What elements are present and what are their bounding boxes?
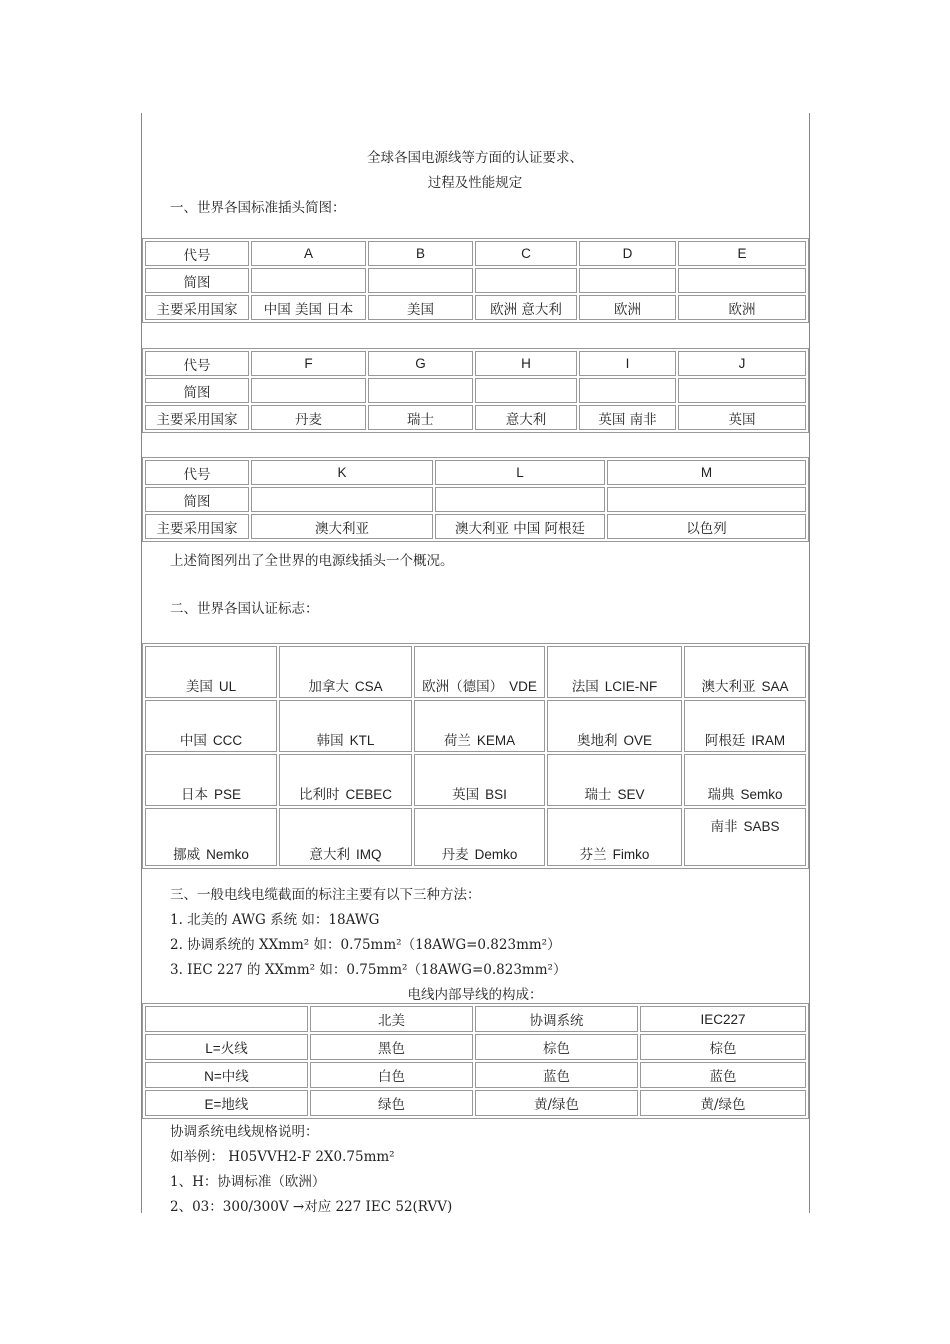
cert-table bbox=[142, 643, 809, 869]
cert-country: 南非 bbox=[710, 819, 738, 835]
row-label-code: 代号 bbox=[145, 241, 249, 266]
plug-code: I bbox=[579, 351, 676, 376]
table-row bbox=[145, 754, 806, 806]
cert-mark: SABS bbox=[743, 819, 780, 834]
cert-mark: VDE bbox=[509, 679, 537, 694]
plug-country: 英国 bbox=[678, 405, 806, 430]
cert-cell bbox=[279, 808, 412, 866]
cert-country: 意大利 bbox=[309, 847, 350, 863]
table-row bbox=[145, 460, 806, 485]
cert-country: 荷兰 bbox=[443, 733, 471, 749]
row-label-country: 主要采用国家 bbox=[145, 405, 249, 430]
wire-header-cell bbox=[145, 1006, 308, 1032]
plug-country: 澳大利亚 bbox=[251, 514, 433, 539]
wire-color-cell: 棕色 bbox=[475, 1034, 638, 1060]
cert-cell bbox=[684, 754, 806, 806]
doc-title-line2: 过程及性能规定 bbox=[427, 175, 523, 191]
cert-mark: Fimko bbox=[612, 847, 650, 862]
cert-cell bbox=[547, 808, 682, 866]
plug-country: 澳大利亚 中国 阿根廷 bbox=[435, 514, 605, 539]
wire-color-cell: 白色 bbox=[310, 1062, 473, 1088]
plug-code: D bbox=[579, 241, 676, 266]
table-row bbox=[145, 808, 806, 866]
table-row bbox=[145, 405, 806, 430]
table-row bbox=[145, 514, 806, 539]
cert-cell bbox=[414, 646, 545, 698]
cert-country: 阿根廷 bbox=[704, 733, 746, 749]
cert-country: 瑞典 bbox=[707, 787, 735, 803]
cert-mark: IRAM bbox=[751, 733, 786, 748]
plug-diagram-cell bbox=[368, 378, 473, 403]
cert-country: 欧洲（德国） bbox=[422, 679, 504, 695]
cert-mark: SEV bbox=[617, 787, 645, 802]
spec-example: 如举例： H05VVH2-F 2X0.75mm² bbox=[170, 1149, 395, 1165]
cert-mark: LCIE-NF bbox=[604, 679, 658, 694]
cert-mark: IMQ bbox=[356, 847, 382, 862]
plug-diagram-cell bbox=[368, 268, 473, 293]
cert-mark: UL bbox=[218, 679, 237, 694]
plug-diagram-cell bbox=[607, 487, 806, 512]
cert-cell bbox=[547, 700, 682, 752]
plug-diagram-cell bbox=[475, 268, 577, 293]
section3-heading: 三、一般电线电缆截面的标注主要有以下三种方法： bbox=[170, 887, 481, 903]
row-label-diagram: 简图 bbox=[145, 268, 249, 293]
plug-diagram-cell bbox=[678, 378, 806, 403]
section2-heading: 二、世界各国认证标志： bbox=[170, 601, 319, 617]
table-row bbox=[145, 1090, 806, 1116]
cert-mark: PSE bbox=[213, 787, 241, 802]
plug-country: 以色列 bbox=[607, 514, 806, 539]
plug-summary: 上述简图列出了全世界的电源线插头一个概况。 bbox=[170, 553, 454, 569]
cert-cell bbox=[145, 700, 277, 752]
plug-code: K bbox=[251, 460, 433, 485]
wire-header-cell: 北美 bbox=[310, 1006, 473, 1032]
wire-header-cell: 协调系统 bbox=[475, 1006, 638, 1032]
table-row bbox=[145, 295, 806, 320]
cert-country: 澳大利亚 bbox=[701, 679, 756, 695]
spec-heading: 协调系统电线规格说明： bbox=[170, 1124, 319, 1140]
plug-country: 欧洲 意大利 bbox=[475, 295, 577, 320]
cert-country: 比利时 bbox=[298, 787, 340, 803]
wire-label-cell: L=火线 bbox=[145, 1034, 308, 1060]
cert-cell bbox=[279, 700, 412, 752]
cert-country: 加拿大 bbox=[308, 679, 349, 695]
row-label-country: 主要采用国家 bbox=[145, 514, 249, 539]
plug-country: 美国 bbox=[368, 295, 473, 320]
cert-country: 法国 bbox=[571, 679, 599, 695]
table-row bbox=[145, 1062, 806, 1088]
plug-code: M bbox=[607, 460, 806, 485]
plug-table-2 bbox=[142, 348, 809, 433]
cert-mark: CEBEC bbox=[345, 787, 392, 802]
wire-color-cell: 蓝色 bbox=[640, 1062, 806, 1088]
cert-mark: KTL bbox=[349, 733, 375, 748]
cert-country: 丹麦 bbox=[441, 847, 469, 863]
cert-country: 瑞士 bbox=[584, 787, 612, 803]
cert-country: 日本 bbox=[180, 787, 208, 803]
page-right-border bbox=[809, 113, 810, 1213]
wire-header-cell: IEC227 bbox=[640, 1006, 806, 1032]
table-row bbox=[145, 646, 806, 698]
plug-code: E bbox=[678, 241, 806, 266]
spec-item-2: 2、03：300/300V →对应 227 IEC 52(RVV) bbox=[170, 1199, 453, 1215]
table-row bbox=[145, 1034, 806, 1060]
plug-code: H bbox=[475, 351, 577, 376]
plug-diagram-cell bbox=[251, 268, 366, 293]
cert-cell bbox=[414, 700, 545, 752]
cert-mark: KEMA bbox=[476, 733, 516, 748]
row-label-code: 代号 bbox=[145, 351, 249, 376]
spec-item-1: 1、H：协调标准（欧洲） bbox=[170, 1174, 326, 1190]
plug-code: G bbox=[368, 351, 473, 376]
wire-table bbox=[142, 1003, 809, 1119]
section1-heading: 一、世界各国标准插头简图： bbox=[170, 200, 346, 216]
cert-cell bbox=[145, 808, 277, 866]
plug-code: F bbox=[251, 351, 366, 376]
cert-mark: SAA bbox=[761, 679, 789, 694]
table-row bbox=[145, 351, 806, 376]
cert-cell bbox=[145, 754, 277, 806]
cert-mark: CSA bbox=[354, 679, 383, 694]
plug-diagram-cell bbox=[251, 378, 366, 403]
method-iec: 3. IEC 227 的 XXmm² 如：0.75mm²（18AWG=0.823mm²） bbox=[170, 962, 567, 978]
cert-country: 芬兰 bbox=[579, 847, 607, 863]
row-label-diagram: 简图 bbox=[145, 378, 249, 403]
wire-color-cell: 棕色 bbox=[640, 1034, 806, 1060]
plug-code: J bbox=[678, 351, 806, 376]
plug-diagram-cell bbox=[475, 378, 577, 403]
cert-country: 韩国 bbox=[316, 733, 344, 749]
plug-diagram-cell bbox=[579, 268, 676, 293]
method-awg: 1. 北美的 AWG 系统 如：18AWG bbox=[170, 912, 380, 928]
wire-color-cell: 黄/绿色 bbox=[640, 1090, 806, 1116]
plug-country: 欧洲 bbox=[678, 295, 806, 320]
cert-cell bbox=[684, 700, 806, 752]
plug-country: 瑞士 bbox=[368, 405, 473, 430]
row-label-diagram: 简图 bbox=[145, 487, 249, 512]
cert-country: 中国 bbox=[179, 733, 207, 749]
plug-code: B bbox=[368, 241, 473, 266]
plug-country: 英国 南非 bbox=[579, 405, 676, 430]
wire-label-cell: N=中线 bbox=[145, 1062, 308, 1088]
cert-country: 美国 bbox=[185, 679, 213, 695]
doc-title-line1: 全球各国电源线等方面的认证要求、 bbox=[367, 150, 583, 166]
plug-diagram-cell bbox=[678, 268, 806, 293]
plug-table-1 bbox=[142, 238, 809, 323]
plug-code: L bbox=[435, 460, 605, 485]
row-label-country: 主要采用国家 bbox=[145, 295, 249, 320]
cert-cell bbox=[279, 646, 412, 698]
cert-mark: BSI bbox=[485, 787, 507, 802]
method-harmonized: 2. 协调系统的 XXmm² 如：0.75mm²（18AWG=0.823mm²） bbox=[170, 937, 561, 953]
row-label-code: 代号 bbox=[145, 460, 249, 485]
cert-mark: Nemko bbox=[206, 847, 249, 862]
cert-mark: OVE bbox=[623, 733, 652, 748]
cert-cell bbox=[414, 808, 545, 866]
plug-diagram-cell bbox=[579, 378, 676, 403]
wire-table-title: 电线内部导线的构成： bbox=[407, 987, 543, 1003]
plug-code: A bbox=[251, 241, 366, 266]
cert-cell bbox=[684, 808, 806, 866]
wire-color-cell: 绿色 bbox=[310, 1090, 473, 1116]
cert-cell bbox=[547, 754, 682, 806]
plug-diagram-cell bbox=[251, 487, 433, 512]
cert-country: 奥地利 bbox=[576, 733, 618, 749]
wire-color-cell: 蓝色 bbox=[475, 1062, 638, 1088]
plug-country: 中国 美国 日本 bbox=[251, 295, 366, 320]
table-row bbox=[145, 487, 806, 512]
cert-mark: Semko bbox=[740, 787, 783, 802]
cert-mark: Demko bbox=[474, 847, 518, 862]
wire-color-cell: 黑色 bbox=[310, 1034, 473, 1060]
table-row bbox=[145, 1006, 806, 1032]
cert-cell bbox=[547, 646, 682, 698]
plug-country: 意大利 bbox=[475, 405, 577, 430]
plug-country: 丹麦 bbox=[251, 405, 366, 430]
cert-cell bbox=[684, 646, 806, 698]
cert-cell bbox=[414, 754, 545, 806]
wire-color-cell: 黄/绿色 bbox=[475, 1090, 638, 1116]
wire-label-cell: E=地线 bbox=[145, 1090, 308, 1116]
table-row bbox=[145, 268, 806, 293]
cert-mark: CCC bbox=[212, 733, 243, 748]
plug-table-3 bbox=[142, 457, 809, 542]
cert-cell bbox=[279, 754, 412, 806]
plug-diagram-cell bbox=[435, 487, 605, 512]
cert-country: 英国 bbox=[452, 787, 480, 803]
cert-cell bbox=[145, 646, 277, 698]
table-row bbox=[145, 700, 806, 752]
plug-country: 欧洲 bbox=[579, 295, 676, 320]
table-row bbox=[145, 378, 806, 403]
plug-code: C bbox=[475, 241, 577, 266]
table-row bbox=[145, 241, 806, 266]
cert-country: 挪威 bbox=[173, 847, 201, 863]
